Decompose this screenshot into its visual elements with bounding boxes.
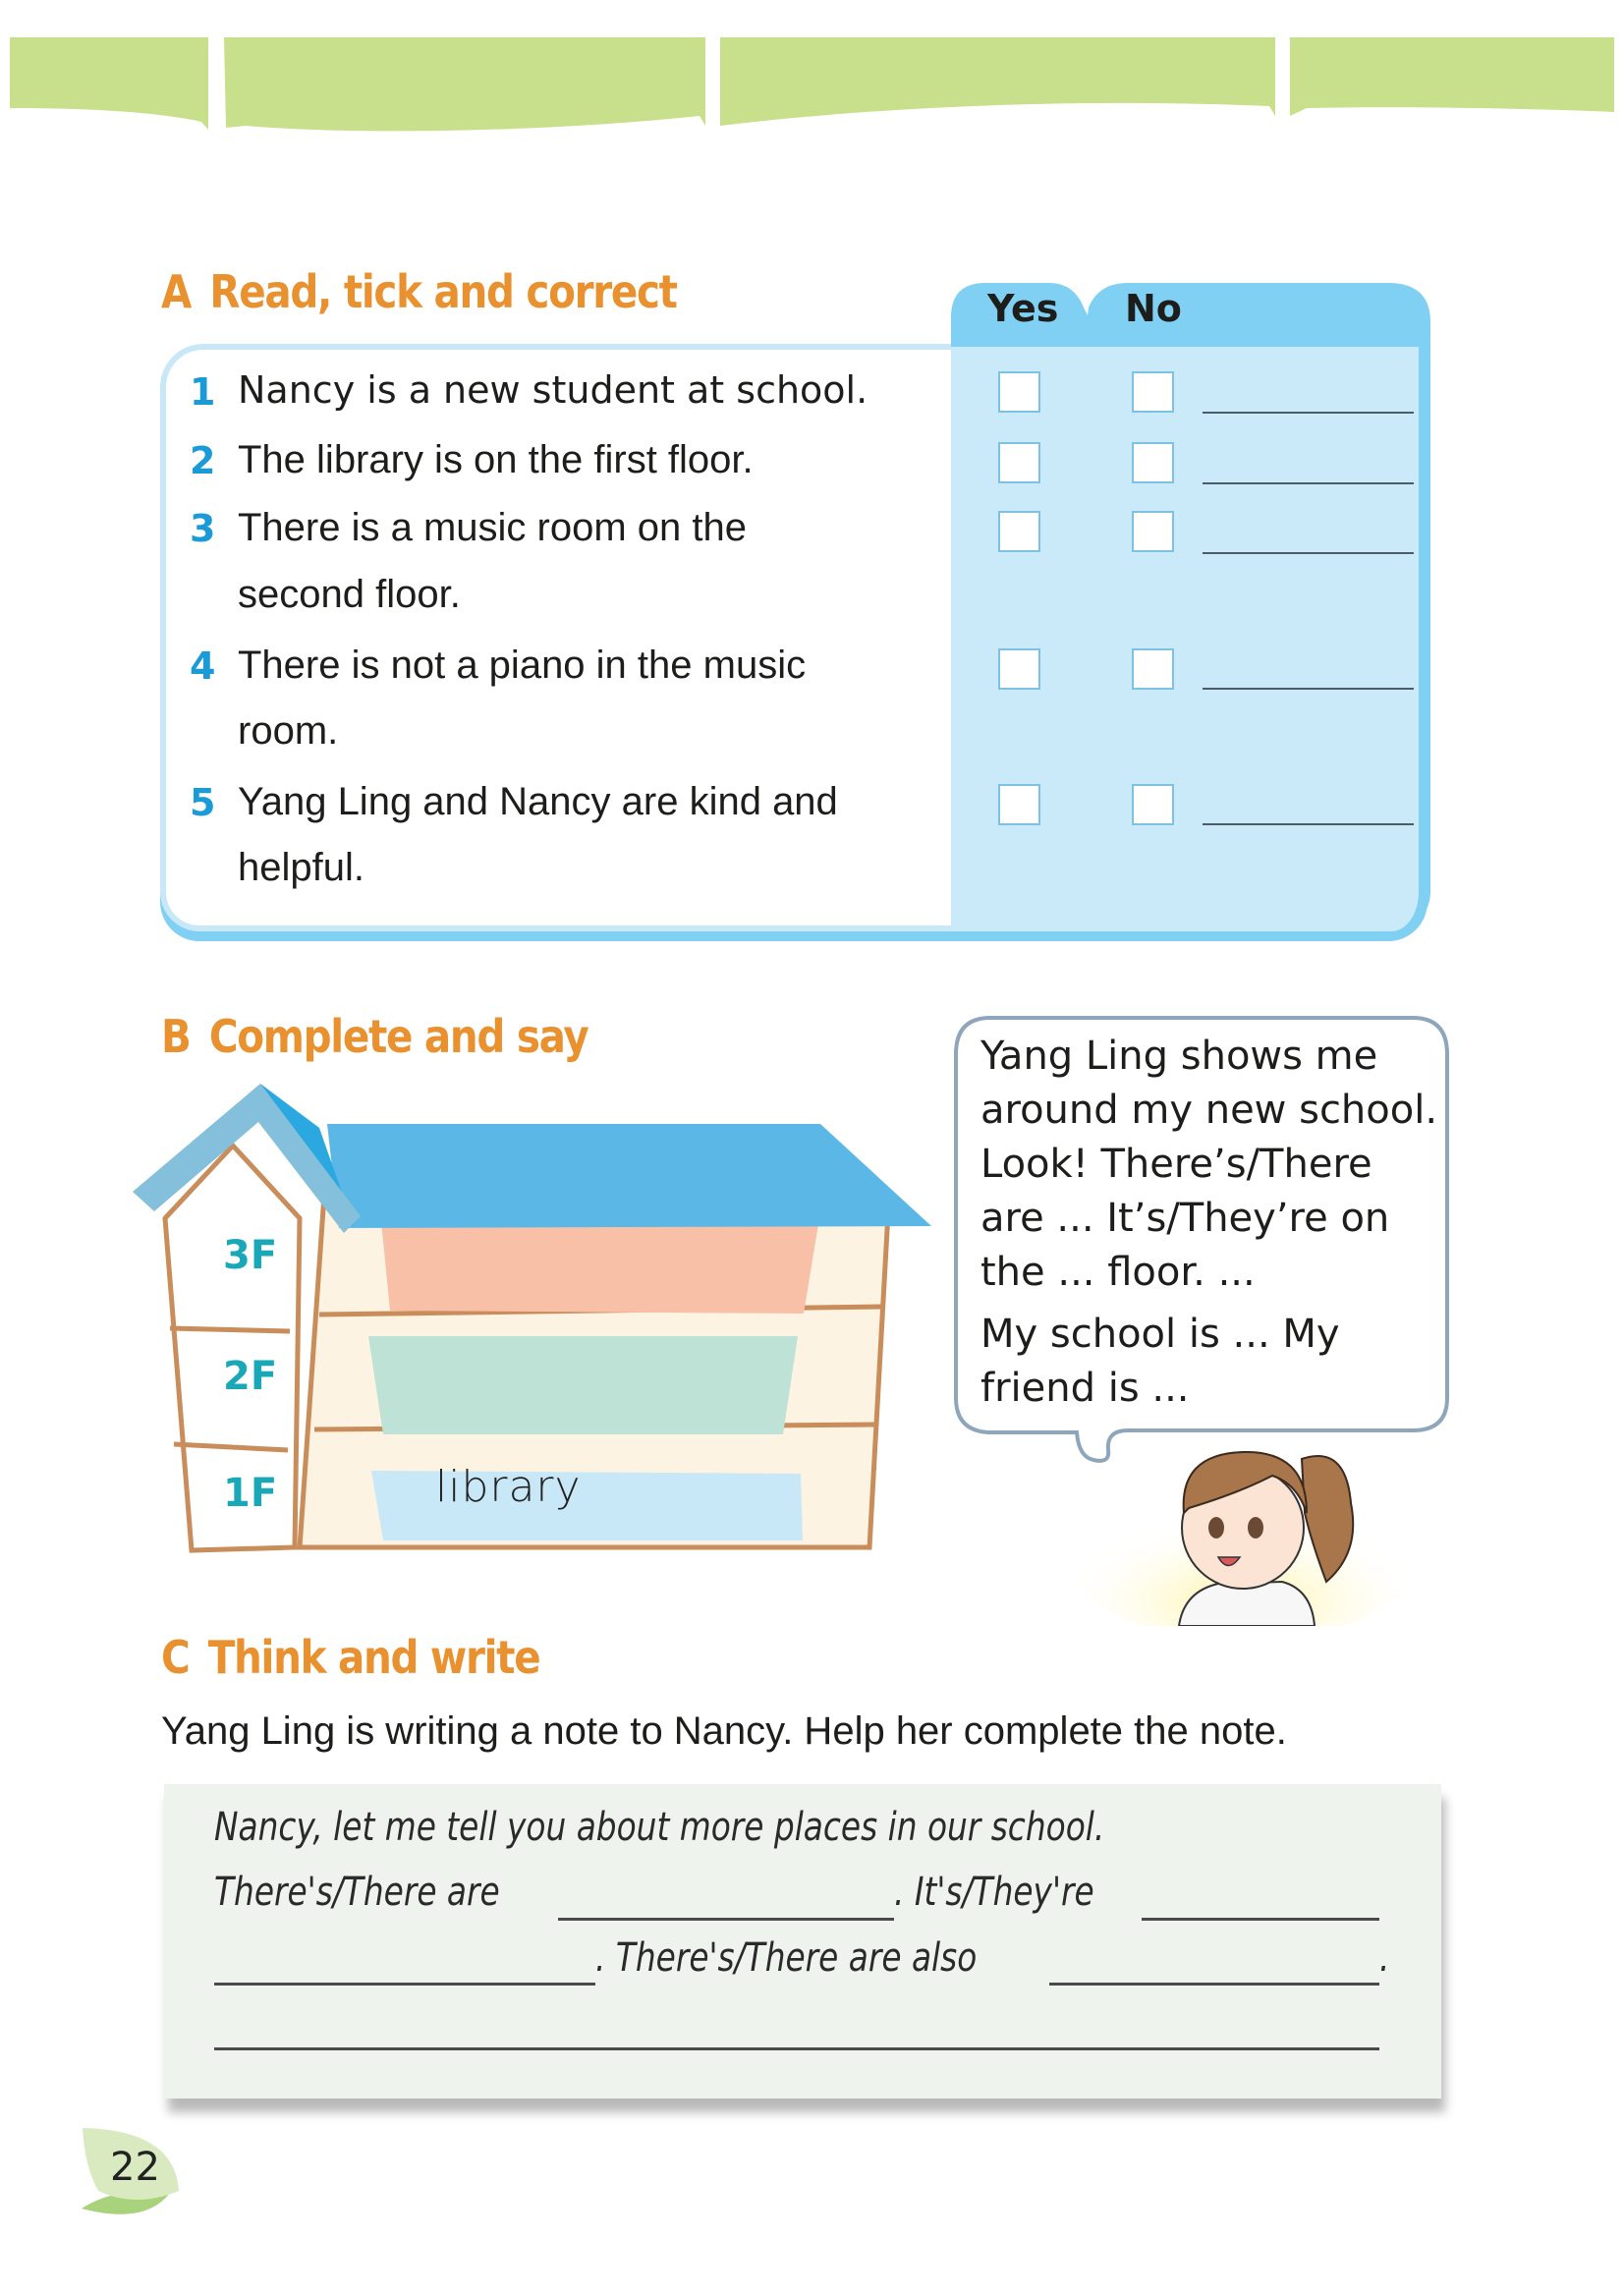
- question-3-yes-checkbox[interactable]: [998, 511, 1040, 552]
- top-banner: [0, 0, 1624, 138]
- question-1-text: Nancy is a new student at school.: [238, 368, 868, 412]
- yes-column-label: Yes: [987, 287, 1059, 330]
- question-1-no-checkbox[interactable]: [1132, 371, 1174, 413]
- note-line-2-prefix: There's/There are: [214, 1870, 500, 1915]
- question-4-no-checkbox[interactable]: [1132, 648, 1174, 690]
- section-c-heading: [161, 1631, 539, 1684]
- section-a-heading: [161, 265, 677, 318]
- main-roof: [327, 1124, 931, 1228]
- note-blank-1[interactable]: [558, 1918, 894, 1921]
- speech-line: My school is ... My: [980, 1312, 1340, 1357]
- speech-line: Look! There’s/There: [980, 1142, 1372, 1187]
- question-3-no-checkbox[interactable]: [1132, 511, 1174, 552]
- banner-segment-4: [1290, 37, 1614, 116]
- question-4-number: 4: [190, 644, 216, 688]
- section-b-heading: [161, 1010, 588, 1063]
- note-line-3-end: .: [1379, 1935, 1390, 1981]
- question-1-number: 1: [190, 370, 216, 414]
- speech-line: Yang Ling shows me: [980, 1034, 1378, 1079]
- note-line-2-mid: . It's/They're: [894, 1870, 1094, 1915]
- question-4-yes-checkbox[interactable]: [998, 648, 1040, 690]
- floor-label-2f: 2F: [223, 1354, 278, 1399]
- question-3-correction-line[interactable]: [1203, 552, 1414, 554]
- question-4-correction-line[interactable]: [1203, 688, 1414, 690]
- question-1-correction-line[interactable]: [1203, 412, 1414, 414]
- note-blank-4[interactable]: [1049, 1983, 1379, 1986]
- question-3-number: 3: [190, 507, 216, 550]
- question-2-yes-checkbox[interactable]: [998, 442, 1040, 483]
- note-blank-5[interactable]: [214, 2047, 1379, 2050]
- banner-segment-3: [720, 37, 1275, 126]
- girl-character-illustration: [1071, 1415, 1425, 1626]
- question-5-correction-line[interactable]: [1203, 823, 1414, 825]
- section-b-letter: B: [161, 1010, 191, 1063]
- note-blank-3[interactable]: [214, 1983, 595, 1986]
- answer-column: [951, 344, 1430, 931]
- note-blank-2[interactable]: [1142, 1918, 1379, 1921]
- question-2-number: 2: [190, 439, 216, 482]
- question-1-yes-checkbox[interactable]: [998, 371, 1040, 413]
- question-5-text-line-1: Yang Ling and Nancy are kind and: [238, 780, 838, 823]
- section-c-instruction: Yang Ling is writing a note to Nancy. Help her complete the note.: [161, 1709, 1287, 1753]
- section-a-title: Read, tick and correct: [209, 265, 677, 318]
- question-5-number: 5: [190, 781, 216, 824]
- room-3f-panel: [381, 1221, 818, 1314]
- speech-bubble-text: [980, 1030, 1442, 1416]
- note-line-3-mid: . There's/There are also: [595, 1935, 978, 1981]
- question-2-text: The library is on the first floor.: [238, 438, 754, 481]
- question-5-yes-checkbox[interactable]: [998, 784, 1040, 825]
- banner-segment-1: [10, 37, 208, 130]
- floor-label-1f: 1F: [223, 1471, 278, 1516]
- tower-divider-upper: [170, 1328, 290, 1331]
- right-eye: [1248, 1517, 1263, 1539]
- no-column-label: No: [1125, 287, 1182, 330]
- page-number: 22: [110, 2145, 160, 2190]
- room-label-1f[interactable]: library: [435, 1462, 582, 1512]
- question-2-no-checkbox[interactable]: [1132, 442, 1174, 483]
- banner-segment-2: [224, 37, 705, 131]
- speech-paragraph-2: [980, 1308, 1442, 1416]
- left-eye: [1208, 1517, 1224, 1539]
- question-3-text-line-2: second floor.: [238, 573, 461, 616]
- floor-label-3f: 3F: [223, 1233, 278, 1278]
- speech-line: are ... It’s/They’re on: [980, 1196, 1390, 1241]
- room-2f-panel: [368, 1336, 798, 1434]
- speech-paragraph-1: [980, 1030, 1442, 1300]
- section-a-letter: A: [161, 265, 192, 318]
- section-c-title: Think and write: [207, 1631, 540, 1684]
- speech-line: around my new school.: [980, 1088, 1438, 1133]
- note-line-1: Nancy, let me tell you about more places in our school.: [214, 1805, 1105, 1850]
- question-4-text-line-2: room.: [238, 709, 339, 753]
- speech-line: friend is ...: [980, 1366, 1190, 1411]
- question-3-text-line-1: There is a music room on the: [238, 506, 747, 549]
- question-2-correction-line[interactable]: [1203, 482, 1414, 484]
- question-5-text-line-2: helpful.: [238, 846, 364, 889]
- section-b-title: Complete and say: [208, 1010, 588, 1063]
- question-4-text-line-1: There is not a piano in the music: [238, 644, 807, 687]
- speech-line: the ... floor. ...: [980, 1250, 1256, 1295]
- section-c-letter: C: [161, 1631, 190, 1684]
- question-5-no-checkbox[interactable]: [1132, 784, 1174, 825]
